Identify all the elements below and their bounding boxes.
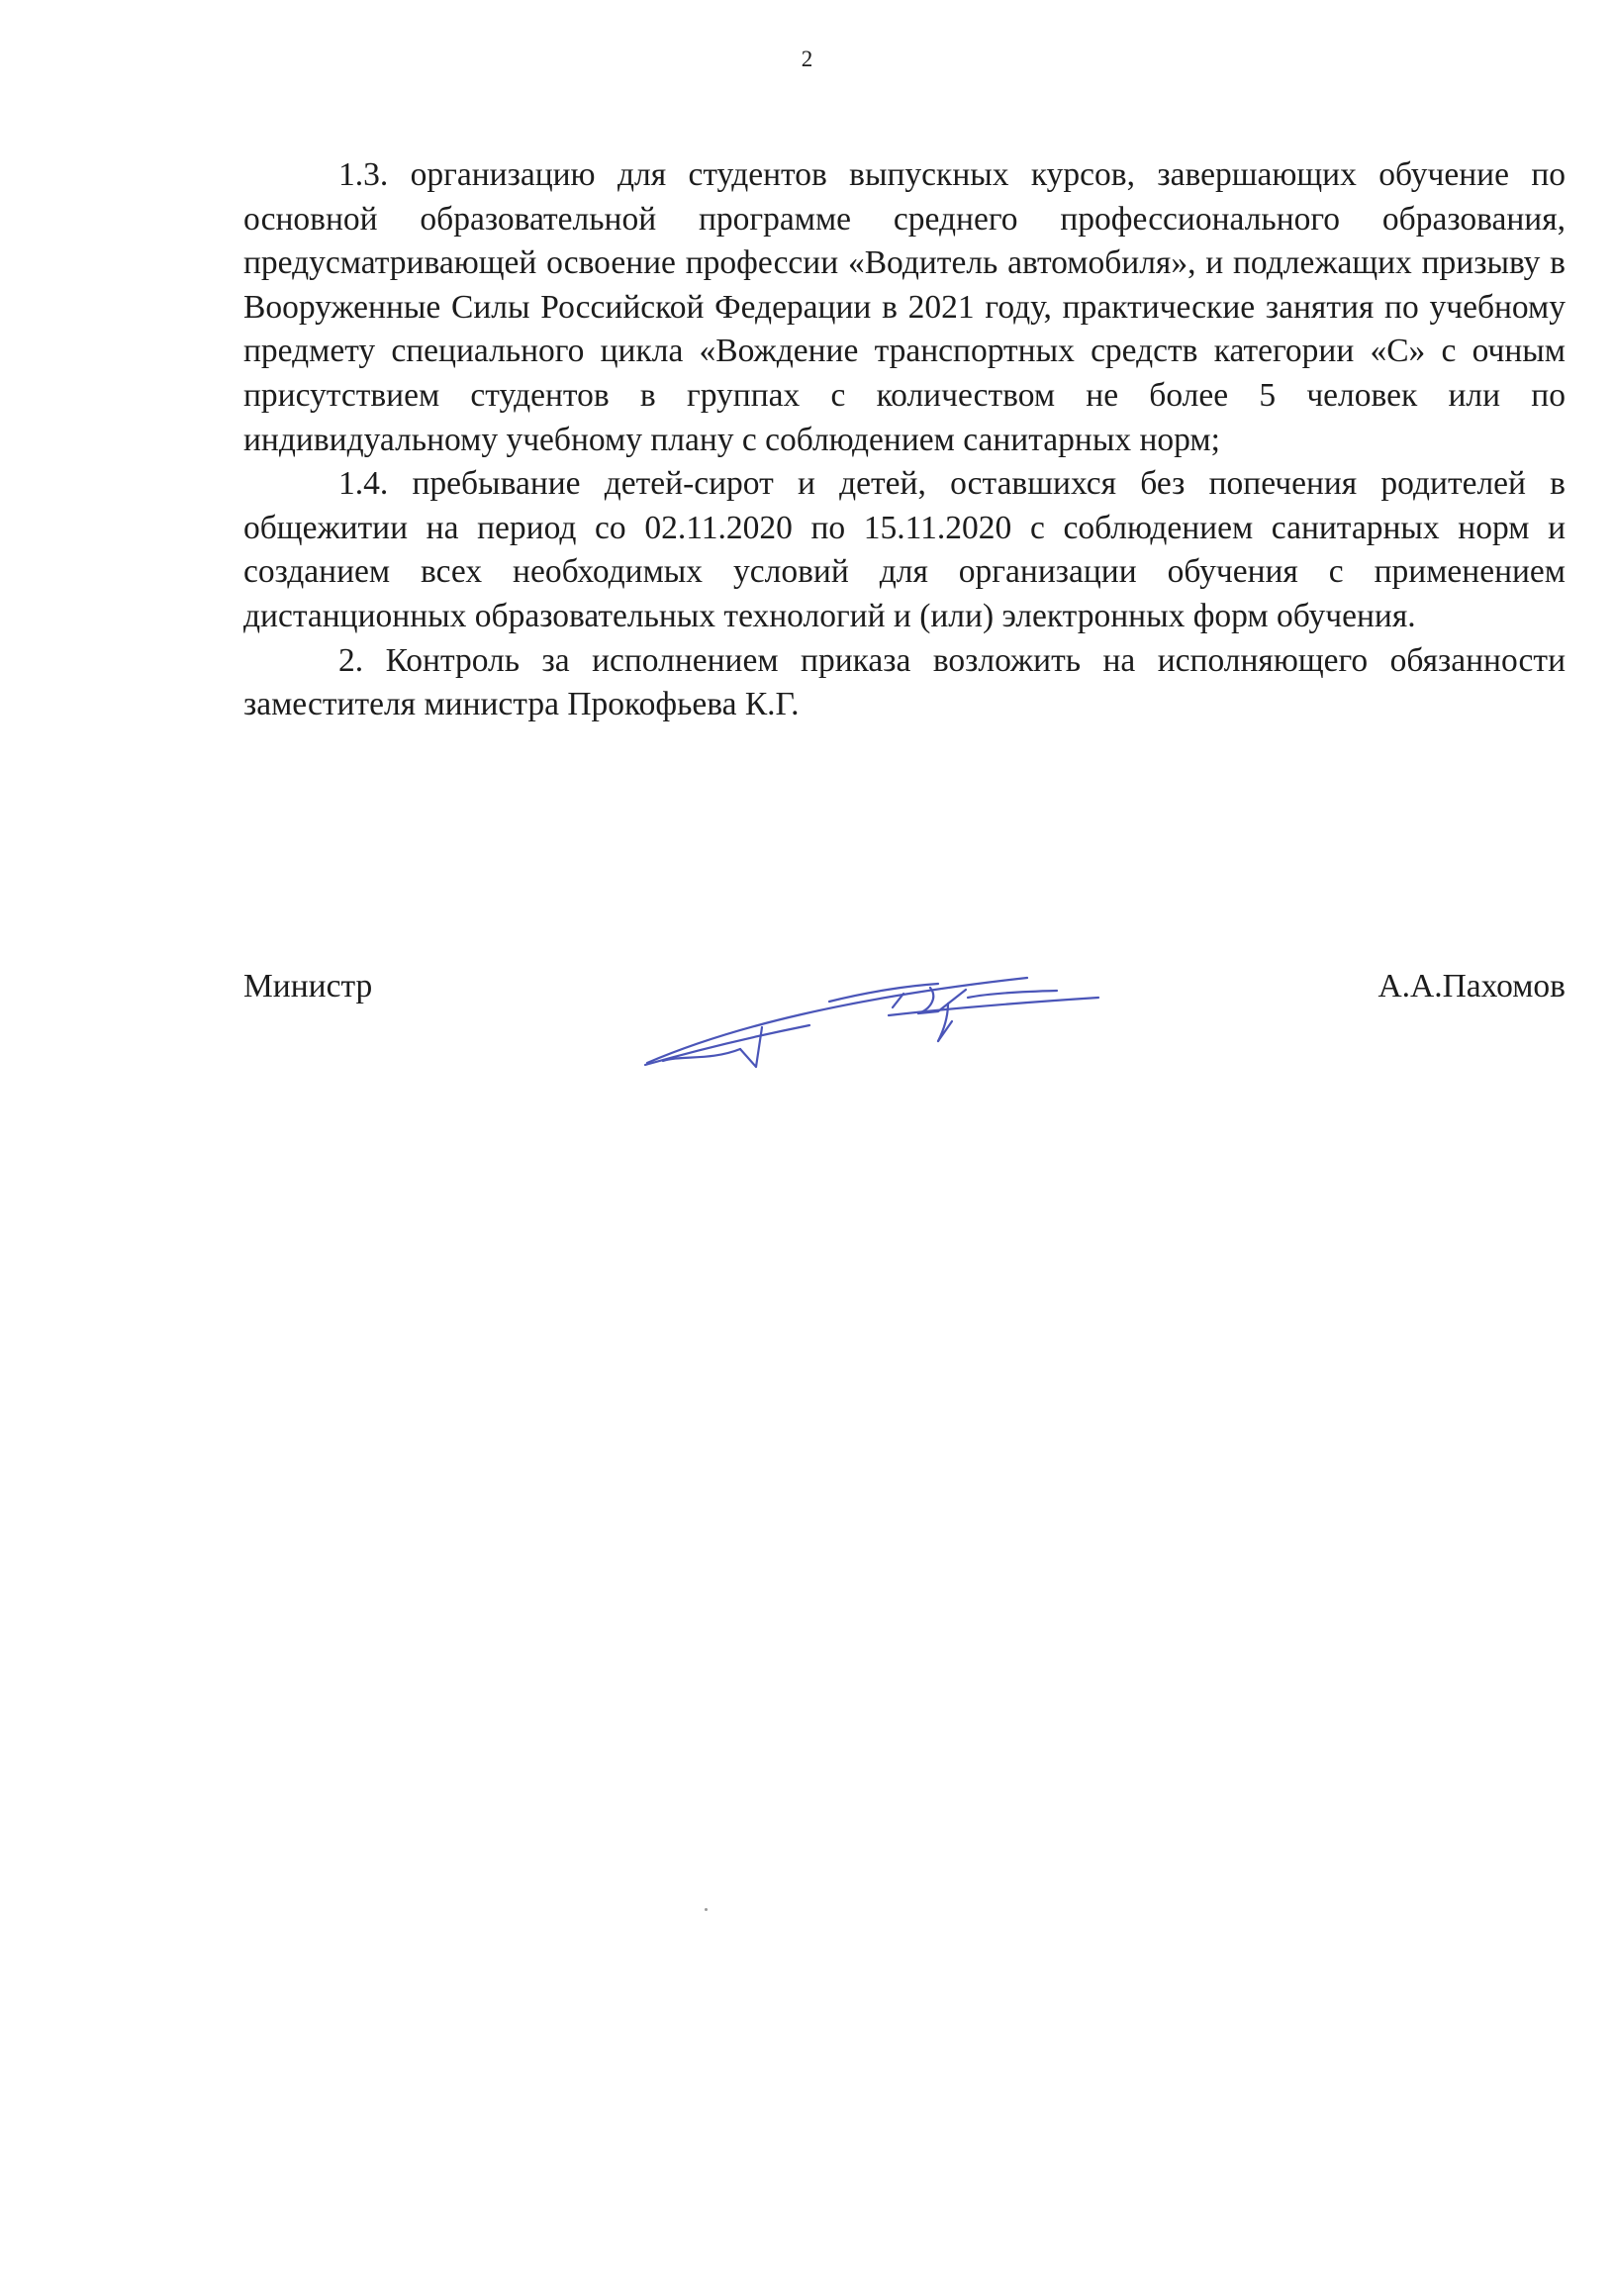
signatory-title: Министр: [243, 968, 373, 1004]
page-number: 2: [801, 47, 813, 71]
paragraph-2: 2. Контроль за исполнением приказа возложить на исполняющего обязанности заместителя министра Прокофьева К.Г.: [243, 641, 1566, 723]
paragraph-1-4: 1.4. пребывание детей-сирот и детей, оставшихся без попечения родителей в общежитии на период со 02.11.2020 по 15.11.2020 с соблюдением санитарных норм и созданием всех необходимых условий для организации обучения с применением дистанционных образовательных технологий и (или) электронных форм обучения.: [243, 465, 1566, 634]
handwritten-signature: [641, 958, 1116, 1077]
signatory-name: А.А.Пахомов: [1377, 968, 1566, 1004]
document-body: [243, 153, 1566, 727]
paragraph-1-3: 1.3. организацию для студентов выпускных курсов, завершающих обучение по основной образовательной программе среднего профессионального образования, предусматривающей освоение профессии «Водитель автомобиля», и подлежащих призыву в Вооруженные Силы Российской Федерации в 2021 году, практические занятия по учебному предмету специального цикла «Вождение транспортных средств категории «С» с очным присутствием студентов в группах с количеством не более 5 человек или по индивидуальному учебному плану с соблюдением санитарных норм;: [243, 156, 1566, 458]
scan-speck: [705, 1908, 708, 1911]
